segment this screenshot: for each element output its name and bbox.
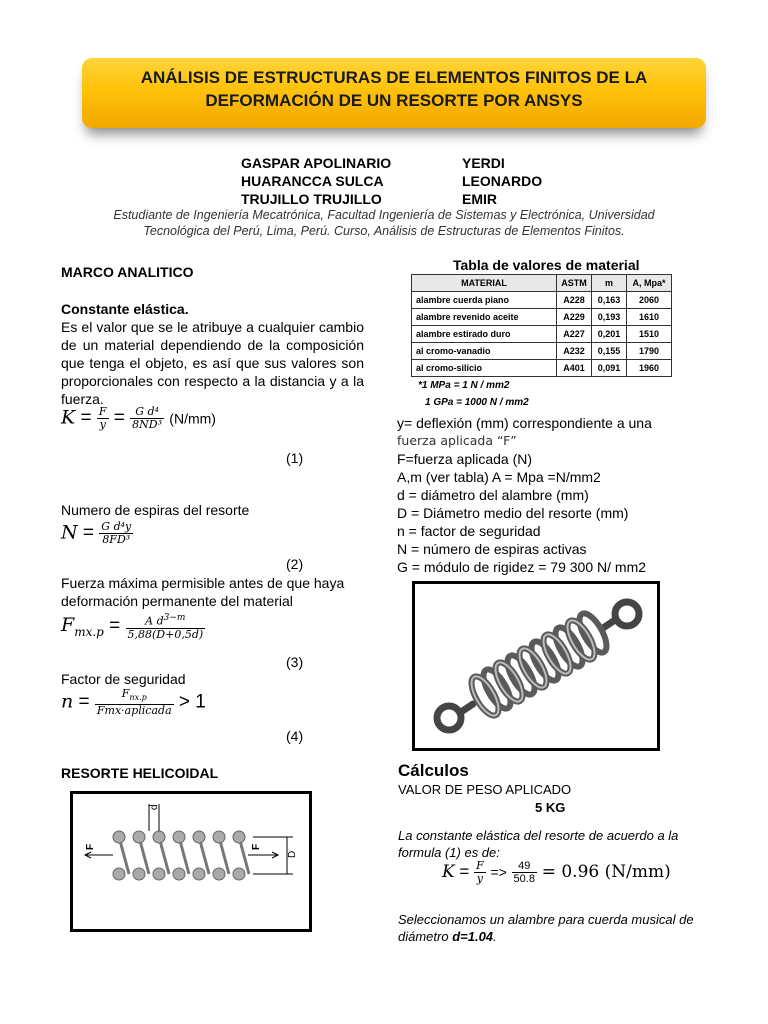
table-cell: 1960 xyxy=(627,360,672,377)
peso-value: 5 KG xyxy=(535,800,566,815)
affiliation: Estudiante de Ingeniería Mecatrónica, Facultad Ingeniería de Sistemas y Electrónica, Universidad Tecnológica del Perú, Lima, Perú. Curso, Análisis de Estructuras de Elementos Finitos. xyxy=(113,208,655,238)
table-cell: alambre revenido aceite xyxy=(412,309,557,326)
definition-line: N = número de espiras activas xyxy=(397,541,587,557)
espiras-text: Numero de espiras del resorte xyxy=(61,502,250,518)
table-cell: 1790 xyxy=(627,343,672,360)
table-header-row xyxy=(412,275,672,292)
table-cell: 0,193 xyxy=(592,309,627,326)
table-cell: 0,091 xyxy=(592,360,627,377)
author-lastnames xyxy=(241,154,391,208)
author-lastname-1: GASPAR APOLINARIO xyxy=(241,155,392,171)
definitions-list xyxy=(397,414,697,576)
factor-text: Factor de seguridad xyxy=(61,671,186,687)
table-cell: A229 xyxy=(557,309,592,326)
table-cell: A232 xyxy=(557,343,592,360)
helical-spring-diagram xyxy=(70,791,312,932)
table-row xyxy=(412,326,672,343)
table-cell: A227 xyxy=(557,326,592,343)
table-cell: A228 xyxy=(557,292,592,309)
table-cell: 0,163 xyxy=(592,292,627,309)
definition-line: d = diámetro del alambre (mm) xyxy=(397,487,589,503)
select-text xyxy=(398,911,708,945)
calc-numerator: 49 xyxy=(512,860,537,873)
definition-line: y= deflexión (mm) correspondiente a una xyxy=(397,415,652,431)
table-header: ASTM xyxy=(557,275,592,292)
author-firstname-3: EMIR xyxy=(462,191,497,207)
calc-denominator: 50.8 xyxy=(513,873,535,885)
calc-result: = 0.96 (N/mm) xyxy=(541,861,671,882)
table-cell: 2060 xyxy=(627,292,672,309)
eq1-unit: (N/mm) xyxy=(169,410,216,427)
author-firstnames xyxy=(462,154,542,208)
equation-4: n = $\frac{F_{nx.p}}{\text{Fmx·aplicada}}$ > 1 xyxy=(61,687,206,718)
force-left-label: F xyxy=(85,843,96,850)
definition-line: D = Diámetro medio del resorte (mm) xyxy=(397,505,629,521)
spring-drawing xyxy=(73,794,309,929)
author-lastname-2: HUARANCCA SULCA xyxy=(241,173,384,189)
resorte-heading: RESORTE HELICOIDAL xyxy=(61,765,219,781)
spring-photo-drawing xyxy=(415,584,657,748)
section-heading-marco: MARCO ANALITICO xyxy=(61,264,194,280)
table-cell: alambre estirado duro xyxy=(412,326,557,343)
table-header: m xyxy=(592,275,627,292)
material-table-wrap xyxy=(411,274,672,377)
constante-heading: Constante elástica. xyxy=(61,301,189,317)
table-row xyxy=(412,360,672,377)
table-header: A, Mpa* xyxy=(627,275,672,292)
definition-line: fuerza aplicada “F” xyxy=(397,433,517,448)
eq1-number: (1) xyxy=(286,450,304,466)
select-text-end: . xyxy=(493,929,497,944)
constante-calc-text: La constante elástica del resorte de acuerdo a la formula (1) es de: xyxy=(398,828,679,860)
mean-diameter-label: D xyxy=(287,850,298,858)
table-cell: al cromo-silicio xyxy=(412,360,557,377)
eq2-number: (2) xyxy=(286,556,304,572)
table-row xyxy=(412,292,672,309)
table-row xyxy=(412,309,672,326)
select-text-body: Seleccionamos un alambre para cuerda musical de diámetro xyxy=(398,912,694,944)
table-row xyxy=(412,343,672,360)
select-value: d=1.04 xyxy=(452,929,494,944)
wire-diameter-label: d xyxy=(149,804,160,810)
equation-3: $F_{mx.p}$ = $\frac{A d^{3-m}}{5,88(D+0,5d)}$ xyxy=(61,613,204,641)
table-title: Tabla de valores de material xyxy=(453,257,640,273)
fuerza-text: Fuerza máxima permisible antes de que haya deformación permanente del material xyxy=(61,575,345,609)
table-cell: al cromo-vanadio xyxy=(412,343,557,360)
equation-1: K = $\frac{F}{y}$ = $\frac{\text{G d⁴}}{\text{8ND³}}$ (N/mm) xyxy=(61,405,216,431)
spring-photo xyxy=(412,581,660,751)
author-lastname-3: TRUJILLO TRUJILLO xyxy=(241,191,382,207)
calc-equation: K = $\frac{F}{y}$ => $\frac{49}{50.8}$ = 0.96 (N/mm) xyxy=(442,859,671,885)
table-header: MATERIAL xyxy=(412,275,557,292)
table-cell: 0,201 xyxy=(592,326,627,343)
eq4-number: (4) xyxy=(286,728,304,744)
equation-2: N = $\frac{\text{G d⁴y}}{\text{8FD³}}$ xyxy=(61,520,132,546)
table-cell: alambre cuerda piano xyxy=(412,292,557,309)
table-cell: 1510 xyxy=(627,326,672,343)
table-cell: 0,155 xyxy=(592,343,627,360)
table-note-2: 1 GPa = 1000 N / mm2 xyxy=(425,397,529,408)
definition-line: G = módulo de rigidez = 79 300 N/ mm2 xyxy=(397,559,647,575)
table-note-1: *1 MPa = 1 N / mm2 xyxy=(418,380,510,391)
constante-text: Es el valor que se le atribuye a cualquier cambio de un material dependiendo de la composición que tenga el objeto, es así que sus valores son proporcionales con respecto a la distancia y a la fuerza. xyxy=(61,319,364,407)
eq3-number: (3) xyxy=(286,654,304,670)
definition-line: A,m (ver tabla) A = Mpa =N/mm2 xyxy=(397,469,601,485)
author-firstname-2: LEONARDO xyxy=(462,173,543,189)
table-cell: 1610 xyxy=(627,309,672,326)
material-table xyxy=(411,274,672,377)
paper-title: ANÁLISIS DE ESTRUCTURAS DE ELEMENTOS FINITOS DE LA DEFORMACIÓN DE UN RESORTE POR ANSYS xyxy=(140,68,648,110)
definition-line: n = factor de seguridad xyxy=(397,523,541,539)
calculos-heading: Cálculos xyxy=(398,761,469,780)
table-cell: A401 xyxy=(557,360,592,377)
force-right-label: F xyxy=(251,843,262,850)
definition-line: F=fuerza aplicada (N) xyxy=(397,451,533,467)
author-firstname-1: YERDI xyxy=(462,155,505,171)
peso-label: VALOR DE PESO APLICADO xyxy=(398,782,572,797)
